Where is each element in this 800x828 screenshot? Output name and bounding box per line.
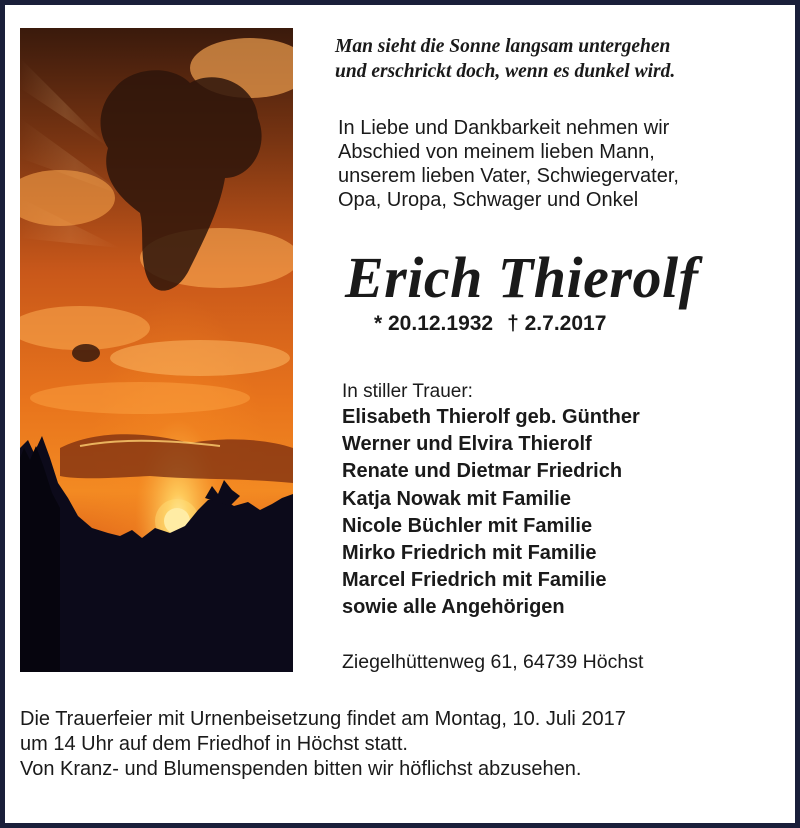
intro-line-3: unserem lieben Vater, Schwiegervater,	[338, 165, 679, 187]
sunset-image	[20, 28, 293, 672]
motto-quote	[335, 34, 775, 84]
mourner-item: sowie alle Angehörigen	[342, 596, 565, 619]
mourners-block	[342, 380, 792, 622]
mourner-item: Renate und Dietmar Friedrich	[342, 460, 623, 483]
deceased-name: Erich Thierolf	[345, 245, 699, 310]
death-date: † 2.7.2017	[507, 312, 607, 335]
intro-line-2: Abschied von meinem lieben Mann,	[338, 141, 655, 163]
mourner-item: Werner und Elvira Thierolf	[342, 433, 592, 456]
mourner-item: Marcel Friedrich mit Familie	[342, 569, 607, 592]
mourner-item: Elisabeth Thierolf geb. Günther	[342, 406, 640, 428]
life-dates	[374, 311, 606, 337]
funeral-line-2: um 14 Uhr auf dem Friedhof in Höchst statt.	[20, 733, 408, 755]
family-address: Ziegelhüttenweg 61, 64739 Höchst	[342, 651, 644, 673]
funeral-line-3: Von Kranz- und Blumenspenden bitten wir höflichst abzusehen.	[20, 758, 582, 780]
birth-date: * 20.12.1932	[374, 312, 494, 335]
mourner-item: Mirko Friedrich mit Familie	[342, 542, 597, 565]
funeral-line-1: Die Trauerfeier mit Urnenbeisetzung findet am Montag, 10. Juli 2017	[20, 708, 626, 730]
mourner-item: Katja Nowak mit Familie	[342, 487, 571, 510]
intro-line-4: Opa, Uropa, Schwager und Onkel	[338, 189, 639, 211]
motto-line-2: und erschrickt doch, wenn es dunkel wird.	[335, 61, 676, 82]
intro-text	[338, 116, 788, 212]
intro-line-1: In Liebe und Dankbarkeit nehmen wir	[338, 117, 670, 139]
mourner-item: Nicole Büchler mit Familie	[342, 514, 593, 537]
motto-line-1: Man sieht die Sonne langsam untergehen	[335, 36, 671, 57]
mourning-lead: In stiller Trauer:	[342, 381, 473, 402]
funeral-info	[20, 707, 790, 782]
sunset-photo	[20, 28, 293, 672]
